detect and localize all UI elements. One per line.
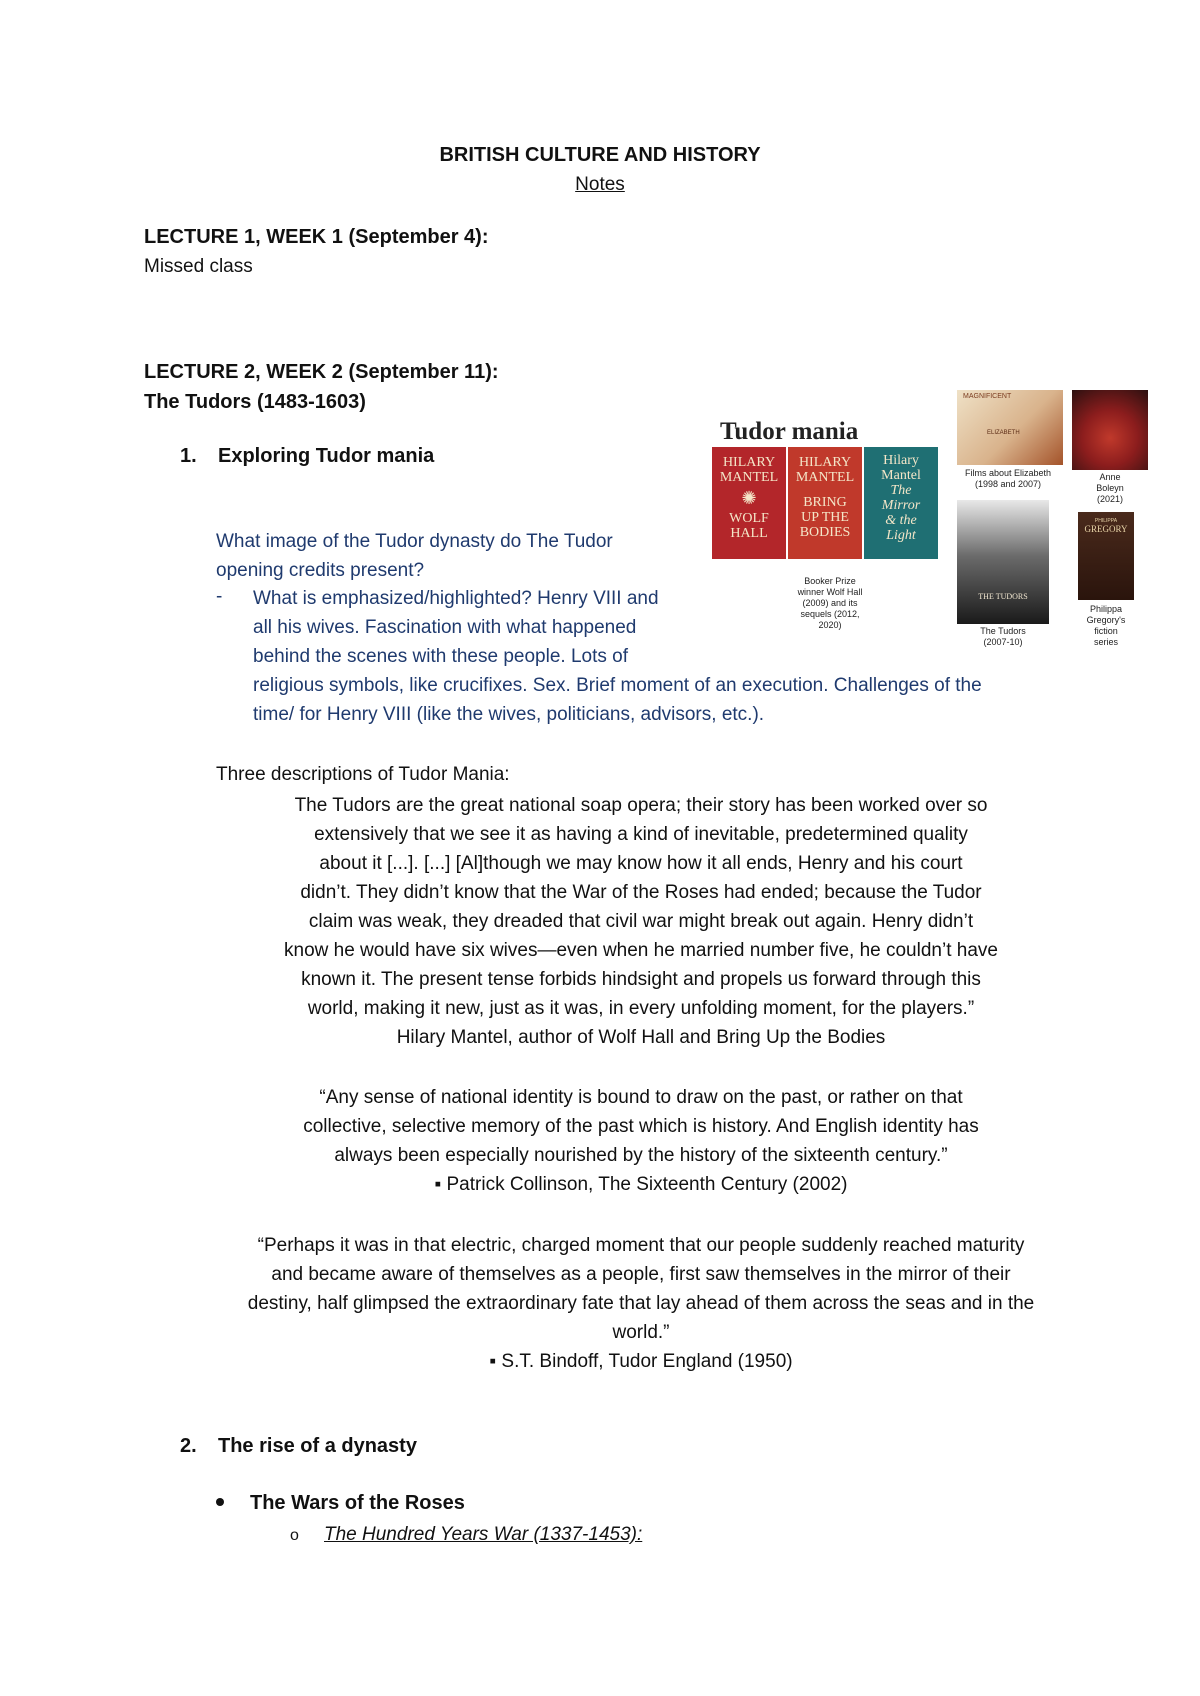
book-mirror-light-image bbox=[864, 447, 938, 559]
book-text: & the bbox=[885, 513, 917, 528]
quote-line: world, making it new, just as it was, in every unfolding moment, for the players.” bbox=[307, 998, 975, 1019]
quote-line: about it [...]. [...] [Al]though we may know how it all ends, Henry and his court bbox=[319, 853, 963, 874]
subtitle-text: Notes bbox=[575, 174, 625, 195]
caption-line: (1998 and 2007) bbox=[974, 479, 1042, 489]
quote-bindoff bbox=[216, 1231, 1066, 1376]
books-caption bbox=[780, 576, 880, 631]
book-text: BODIES bbox=[799, 525, 851, 540]
caption-line: (2009) and its bbox=[802, 598, 858, 608]
book-wolf-hall-image bbox=[712, 447, 786, 559]
caption-line: Philippa bbox=[1089, 604, 1123, 614]
quote-line: know he would have six wives—even when he married number five, he couldn’t have bbox=[284, 940, 998, 961]
book-text: MANTEL bbox=[719, 470, 779, 485]
quote-line: “Any sense of national identity is bound to draw on the past, or rather on that bbox=[319, 1087, 963, 1108]
question-line: What image of the Tudor dynasty do The Tudor bbox=[216, 531, 613, 552]
quote-line: world.” bbox=[612, 1322, 670, 1343]
rose-icon: ✺ bbox=[741, 488, 757, 508]
quote-line: collective, selective memory of the past which is history. And English identity has bbox=[303, 1116, 979, 1137]
caption-line: series bbox=[1093, 637, 1118, 647]
answer-line: What is emphasized/highlighted? Henry VIII and bbox=[253, 588, 659, 609]
caption-line: sequels (2012, bbox=[800, 609, 860, 619]
descriptions-label: Three descriptions of Tudor Mania: bbox=[216, 764, 510, 785]
bullet-text: The Wars of the Roses bbox=[250, 1492, 465, 1514]
the-tudors-image bbox=[957, 500, 1049, 624]
bullet-dot-icon bbox=[216, 1498, 224, 1506]
caption-line: Films about Elizabeth bbox=[964, 468, 1052, 478]
poster-text: THE TUDORS bbox=[978, 592, 1028, 601]
answer-line: behind the scenes with these people. Lots of bbox=[253, 646, 628, 667]
quote-line: claim was weak, they dreaded that civil war might break out again. Henry didn’t bbox=[308, 911, 974, 932]
section-2-title: The rise of a dynasty bbox=[218, 1435, 417, 1457]
answer-line: time/ for Henry VIII (like the wives, politicians, advisors, etc.). bbox=[253, 704, 765, 725]
anne-boleyn-image bbox=[1072, 390, 1148, 470]
caption-line: The Tudors bbox=[980, 626, 1026, 636]
book-text: HILARY bbox=[722, 455, 776, 470]
quote-line: destiny, half glimpsed the extraordinary fate that lay ahead of them across the seas and in the bbox=[247, 1293, 1035, 1314]
poster-text: GREGORY bbox=[1084, 524, 1128, 534]
sub-bullet-text: The Hundred Years War (1337-1453): bbox=[324, 1524, 643, 1545]
quote-mantel bbox=[216, 791, 1066, 1052]
philippa-gregory-image bbox=[1078, 512, 1134, 600]
book-text: MANTEL bbox=[795, 470, 855, 485]
poster-text: MAGNIFICENT bbox=[963, 393, 1012, 400]
quote-line: “Perhaps it was in that electric, charged moment that our people suddenly reached maturity bbox=[257, 1235, 1025, 1256]
section-1-title: Exploring Tudor mania bbox=[218, 445, 435, 467]
quote-line: extensively that we see it as having a kind of inevitable, predetermined quality bbox=[314, 824, 968, 845]
caption-line: fiction bbox=[1094, 626, 1118, 636]
caption-line: Anne bbox=[1099, 472, 1121, 482]
answer-line: religious symbols, like crucifixes. Sex. Brief moment of an execution. Challenges of the bbox=[253, 675, 982, 696]
collage-title: Tudor mania bbox=[720, 418, 859, 445]
quote-collinson bbox=[216, 1083, 1066, 1199]
book-text: The bbox=[890, 483, 912, 498]
anne-boleyn-caption bbox=[1080, 472, 1140, 505]
tudors-caption bbox=[960, 626, 1046, 648]
sub-bullet-hundred-years-war bbox=[290, 1524, 642, 1546]
films-caption bbox=[948, 468, 1068, 490]
quote-line: didn’t. They didn’t know that the War of the Roses had ended; because the Tudor bbox=[300, 882, 982, 903]
lecture-1-heading: LECTURE 1, WEEK 1 (September 4): bbox=[144, 226, 489, 248]
elizabeth-films-image bbox=[957, 390, 1063, 465]
caption-line: 2020) bbox=[818, 620, 842, 630]
bullet-wars-of-roses bbox=[216, 1492, 465, 1515]
section-1-number: 1. bbox=[180, 445, 197, 467]
answer-dash: - bbox=[216, 586, 223, 607]
book-text: BRING bbox=[803, 495, 847, 510]
quote-attribution: ▪ S.T. Bindoff, Tudor England (1950) bbox=[489, 1351, 793, 1372]
lecture-2-heading: LECTURE 2, WEEK 2 (September 11): bbox=[144, 361, 499, 383]
section-2-number: 2. bbox=[180, 1435, 197, 1457]
book-text: Mirror bbox=[881, 498, 921, 513]
document-subtitle bbox=[0, 174, 1200, 196]
caption-line: Gregory's bbox=[1086, 615, 1126, 625]
book-text: UP THE bbox=[801, 510, 849, 525]
book-text: HALL bbox=[730, 526, 768, 541]
answer-line: all his wives. Fascination with what happened bbox=[253, 617, 637, 638]
poster-text: PHILIPPA bbox=[1094, 518, 1118, 524]
caption-line: (2021) bbox=[1096, 494, 1123, 504]
caption-line: Booker Prize bbox=[804, 576, 856, 586]
section-1-heading bbox=[180, 445, 434, 468]
caption-line: Boleyn bbox=[1096, 483, 1124, 493]
caption-line: winner Wolf Hall bbox=[797, 587, 863, 597]
document-title: BRITISH CULTURE AND HISTORY bbox=[439, 144, 761, 166]
caption-line: (2007-10) bbox=[983, 637, 1023, 647]
book-text: WOLF bbox=[729, 511, 769, 526]
book-bring-up-bodies-image bbox=[788, 447, 862, 559]
question-line: opening credits present? bbox=[216, 560, 425, 581]
section-1-question bbox=[216, 527, 613, 585]
quote-line: known it. The present tense forbids hindsight and propels us forward through this bbox=[301, 969, 981, 990]
book-text: Light bbox=[886, 528, 916, 543]
quote-line: The Tudors are the great national soap opera; their story has been worked over so bbox=[294, 795, 988, 816]
book-text: Hilary bbox=[883, 453, 919, 468]
quote-attribution: Hilary Mantel, author of Wolf Hall and Bring Up the Bodies bbox=[396, 1027, 886, 1048]
sub-bullet-marker: o bbox=[290, 1527, 299, 1544]
poster-text: ELIZABETH bbox=[987, 430, 1020, 436]
gregory-caption bbox=[1076, 604, 1136, 648]
book-text: HILARY bbox=[798, 455, 852, 470]
book-text: Mantel bbox=[881, 468, 921, 483]
quote-attribution: ▪ Patrick Collinson, The Sixteenth Century (2002) bbox=[434, 1174, 848, 1195]
quote-line: always been especially nourished by the history of the sixteenth century.” bbox=[334, 1145, 948, 1166]
quote-line: and became aware of themselves as a people, first saw themselves in the mirror of their bbox=[271, 1264, 1011, 1285]
lecture-2-subheading: The Tudors (1483-1603) bbox=[144, 391, 366, 413]
lecture-1-note: Missed class bbox=[144, 256, 253, 277]
section-2-heading bbox=[180, 1435, 417, 1458]
